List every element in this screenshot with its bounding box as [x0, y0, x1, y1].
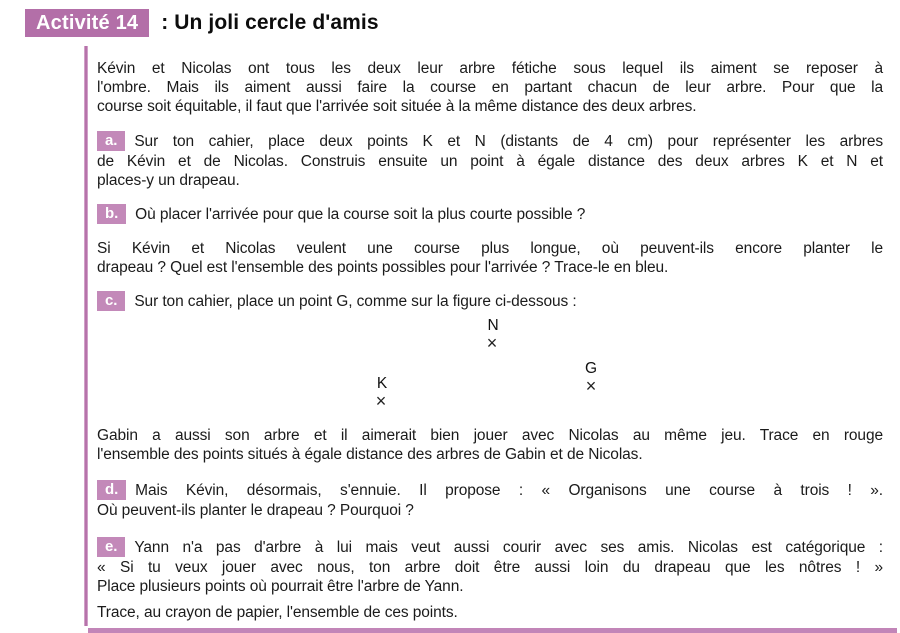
paragraph-final: [97, 603, 883, 622]
item-c-text: Sur ton cahier, place un point G, comme sur la figure ci-dessous :: [134, 293, 577, 310]
text-line: l'ensemble des points situés à égale distance des arbres de Gabin et de Nicolas.: [97, 446, 643, 463]
item-b-text: Où placer l'arrivée pour que la course soit la plus courte possible ?: [135, 206, 586, 223]
text-line: [97, 292, 883, 312]
bottom-accent-bar: [88, 628, 897, 633]
points-figure: [97, 314, 883, 422]
text-line: [97, 132, 883, 152]
item-b: [97, 205, 883, 225]
text-line: Gabin a aussi son arbre et il aimerait bien jouer avec Nicolas au même jeu. Trace en rouge: [97, 427, 883, 444]
item-b-badge: b.: [97, 204, 126, 224]
point-K-cross-icon: ×: [375, 391, 387, 411]
paragraph-longer-race: [97, 239, 883, 277]
item-e: [97, 538, 883, 596]
item-a-badge: a.: [97, 131, 125, 151]
activity-header: [0, 0, 900, 37]
text-line: drapeau ? Quel est l'ensemble des points possibles pour l'arrivée ? Trace-le en bleu.: [97, 259, 669, 276]
text-line: [97, 481, 883, 501]
activity-badge: Activité 14: [25, 9, 149, 37]
text-line: Place plusieurs points où pourrait être l'arbre de Yann.: [97, 578, 464, 595]
item-a-text: Sur ton cahier, place deux points K et N (distants de 4 cm) pour représenter les arbres: [134, 133, 883, 150]
item-e-text: Yann n'a pas d'arbre à lui mais veut aussi courir avec ses amis. Nicolas est catégorique :: [134, 539, 883, 556]
point-N-cross-icon: ×: [486, 333, 498, 353]
item-a: [97, 132, 883, 190]
activity-body: [97, 59, 883, 622]
item-e-badge: e.: [97, 537, 125, 557]
text-line: [97, 205, 883, 225]
text-line: course soit équitable, il faut que l'arrivée soit située à la même distance des deux arbres.: [97, 98, 697, 115]
text-line: l'ombre. Mais ils aiment aussi faire la course en partant chacun de leur arbre. Pour que la: [97, 79, 883, 96]
text-line: Si Kévin et Nicolas veulent une course plus longue, où peuvent-ils encore planter le: [97, 240, 883, 257]
item-d-badge: d.: [97, 480, 126, 500]
left-accent-line: [84, 46, 88, 626]
text-line: Trace, au crayon de papier, l'ensemble de ces points.: [97, 604, 458, 621]
item-d-text: Mais Kévin, désormais, s'ennuie. Il propose : « Organisons une course à trois ! ».: [135, 482, 883, 499]
point-G-label: G: [585, 360, 597, 377]
text-line: de Kévin et de Nicolas. Construis ensuite un point à égale distance des deux arbres K et N et: [97, 153, 883, 170]
point-N-label: N: [487, 317, 499, 334]
text-line: Kévin et Nicolas ont tous les deux leur arbre fétiche sous lequel ils aiment se reposer à: [97, 60, 883, 77]
intro-paragraph: [97, 59, 883, 116]
point-G-cross-icon: ×: [585, 376, 597, 396]
text-line: [97, 538, 883, 558]
point-K-label: K: [376, 375, 388, 392]
text-line: Où peuvent-ils planter le drapeau ? Pourquoi ?: [97, 502, 414, 519]
text-line: places-y un drapeau.: [97, 172, 240, 189]
page-title: : Un joli cercle d'amis: [161, 11, 379, 34]
item-c-badge: c.: [97, 291, 125, 311]
item-d: [97, 481, 883, 520]
text-line: « Si tu veux jouer avec nous, ton arbre doit être aussi loin du drapeau que les nôtres ! »: [97, 559, 883, 576]
paragraph-gabin: [97, 426, 883, 464]
item-c: [97, 292, 883, 312]
